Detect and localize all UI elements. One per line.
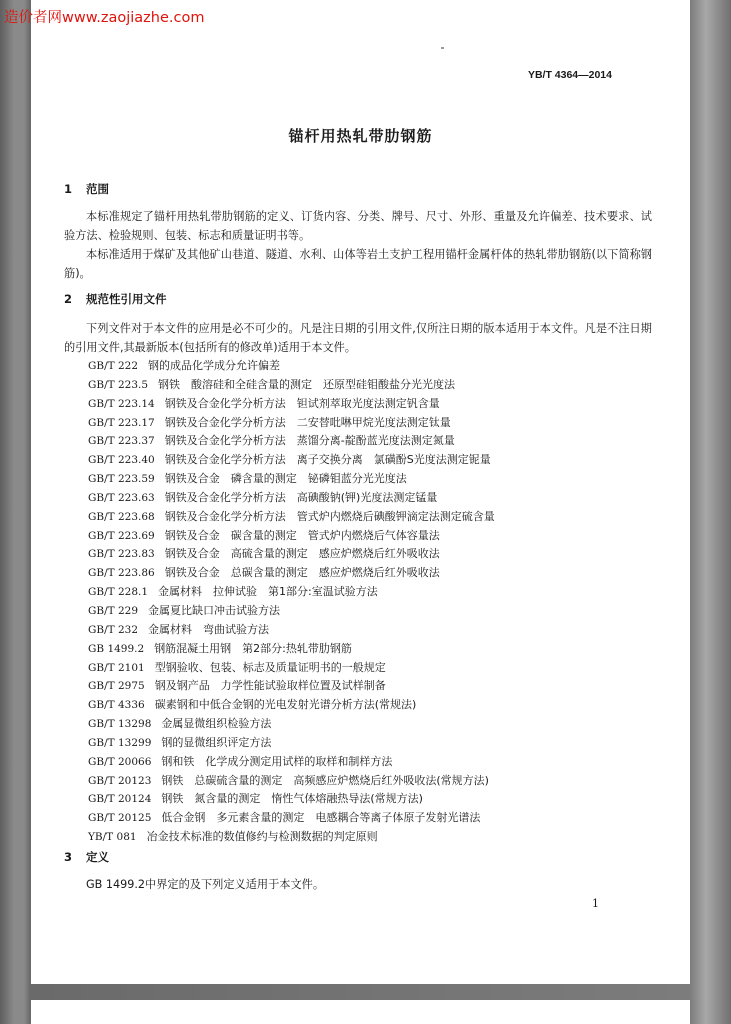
reference-item	[88, 828, 495, 847]
reference-code: GB 1499.2	[88, 642, 145, 655]
reference-code: GB/T 228.1	[88, 586, 149, 599]
reference-list	[88, 357, 495, 847]
reference-item	[88, 432, 495, 451]
reference-code: YB/T 081	[88, 831, 137, 844]
reference-code: GB/T 2101	[88, 661, 145, 674]
reference-code: GB/T 13299	[88, 736, 152, 749]
scan-speck	[441, 47, 444, 49]
reference-title: 钢铁及合金化学分析方法 管式炉内燃烧后碘酸钾滴定法测定硫含量	[164, 509, 495, 523]
document-page	[31, 0, 690, 984]
reference-item	[88, 545, 495, 564]
section-number: 3	[64, 850, 73, 864]
reference-title: 钢铁及合金 磷含量的测定 铋磷钼蓝分光光度法	[164, 472, 407, 486]
reference-title: 钢铁及合金化学分析方法 高碘酸钠(钾)光度法测定锰量	[164, 490, 438, 504]
reference-code: GB/T 223.68	[88, 510, 155, 523]
reference-item	[88, 602, 495, 621]
section-number: 1	[64, 182, 73, 196]
reference-item	[88, 508, 495, 527]
reference-item	[88, 414, 495, 433]
reference-title: 钢的成品化学成分允许偏差	[148, 359, 281, 372]
reference-item	[88, 715, 495, 734]
reference-code: GB/T 2975	[88, 680, 145, 693]
next-page-edge	[31, 1000, 690, 1024]
reference-item	[88, 564, 495, 583]
standard-code: YB/T 4364—2014	[527, 69, 612, 81]
reference-item	[88, 470, 495, 489]
page-number: 1	[592, 897, 599, 910]
reference-code: GB/T 223.69	[88, 529, 155, 542]
reference-code: GB/T 223.37	[88, 435, 155, 448]
reference-title: 碳素钢和中低合金钢的光电发射光谱分析方法(常规法)	[154, 698, 417, 712]
reference-code: GB/T 4336	[88, 699, 145, 712]
reference-code: GB/T 229	[88, 604, 139, 617]
normative-intro: 下列文件对于本文件的应用是必不可少的。凡是注日期的引用文件,仅所注日期的版本适用于本文件。凡是不注日期的引用文件,其最新版本(包括所有的修改单)适用于本文件。	[64, 322, 652, 354]
reference-item	[88, 696, 495, 715]
reference-code: GB/T 223.86	[88, 567, 155, 580]
reference-title: 金属显微组织检验方法	[161, 717, 272, 731]
reference-item	[88, 734, 495, 753]
reference-code: GB/T 223.40	[88, 454, 155, 467]
reference-item	[88, 395, 495, 414]
reference-code: GB/T 223.59	[88, 473, 155, 486]
reference-title: 钢铁及合金化学分析方法 钽试剂萃取光度法测定钒含量	[164, 396, 440, 410]
reference-code: GB/T 20124	[88, 793, 152, 806]
reference-title: 钢的显微组织评定方法	[161, 735, 272, 749]
reference-title: 钢铁及合金化学分析方法 离子交换分离 氯磺酚S光度法测定铌量	[164, 453, 491, 467]
reference-title: 钢铁及合金 碳含量的测定 管式炉内燃烧后气体容量法	[164, 528, 440, 542]
reference-title: 金属夏比缺口冲击试验方法	[148, 603, 281, 617]
reference-title: 金属材料 弯曲试验方法	[148, 622, 270, 636]
reference-title: 钢铁 酸溶硅和全硅含量的测定 还原型硅钼酸盐分光光度法	[158, 377, 456, 391]
reference-item	[88, 621, 495, 640]
reference-title: 低合金钢 多元素含量的测定 电感耦合等离子体原子发射光谱法	[161, 811, 481, 825]
reference-title: 金属材料 拉伸试验 第1部分:室温试验方法	[158, 585, 378, 599]
reference-item	[88, 677, 495, 696]
reference-title: 钢和铁 化学成分测定用试样的取样和制样方法	[161, 754, 393, 768]
section-3-heading	[64, 849, 109, 865]
reference-item	[88, 772, 495, 791]
reference-code: GB/T 20066	[88, 755, 152, 768]
reference-title: 钢铁 总碳硫含量的测定 高频感应炉燃烧后红外吸收法(常规方法)	[161, 773, 489, 787]
reference-item	[88, 357, 495, 376]
reference-item	[88, 809, 495, 828]
section-2-heading	[64, 291, 167, 307]
reference-code: GB/T 13298	[88, 718, 152, 731]
reference-code: GB/T 223.83	[88, 548, 155, 561]
reference-title: 钢铁及合金 高硫含量的测定 感应炉燃烧后红外吸收法	[164, 547, 440, 561]
scope-paragraph-2: 本标准适用于煤矿及其他矿山巷道、隧道、水利、山体等岩土支护工程用锚杆金属杆体的热轧带肋钢筋(以下简称钢筋)。	[64, 248, 652, 280]
reference-code: GB/T 223.63	[88, 491, 155, 504]
reference-code: GB/T 223.5	[88, 378, 149, 391]
section-title: 规范性引用文件	[86, 292, 167, 306]
reference-code: GB/T 20123	[88, 774, 152, 787]
reference-title: 型钢验收、包装、标志及质量证明书的一般规定	[154, 660, 386, 674]
reference-item	[88, 376, 495, 395]
reference-item	[88, 583, 495, 602]
reference-title: 钢铁及合金化学分析方法 二安替吡啉甲烷光度法测定钛量	[164, 415, 451, 429]
reference-code: GB/T 232	[88, 623, 139, 636]
scope-paragraph-1: 本标准规定了锚杆用热轧带肋钢筋的定义、订货内容、分类、牌号、尺寸、外形、重量及允许偏差、技术要求、试验方法、检验规则、包装、标志和质量证明书等。	[64, 210, 652, 242]
reference-title: 钢铁及合金化学分析方法 蒸馏分离-靛酚蓝光度法测定氮量	[164, 434, 455, 448]
section-title: 定义	[86, 850, 109, 864]
reference-code: GB/T 223.14	[88, 397, 155, 410]
reference-code: GB/T 20125	[88, 812, 152, 825]
watermark-text: 造价者网www.zaojiazhe.com	[4, 10, 205, 26]
reference-title: 冶金技术标准的数值修约与检测数据的判定原则	[146, 830, 378, 844]
reference-item	[88, 640, 495, 659]
section-title: 范围	[86, 182, 109, 196]
section-1-heading	[64, 181, 109, 197]
definitions-paragraph: GB 1499.2中界定的及下列定义适用于本文件。	[86, 878, 325, 891]
reference-item	[88, 527, 495, 546]
reference-item	[88, 790, 495, 809]
reference-item	[88, 753, 495, 772]
reference-item	[88, 451, 495, 470]
section-number: 2	[64, 292, 73, 306]
reference-title: 钢筋混凝土用钢 第2部分:热轧带肋钢筋	[154, 641, 352, 655]
reference-code: GB/T 223.17	[88, 416, 155, 429]
reference-title: 钢铁及合金 总碳含量的测定 感应炉燃烧后红外吸收法	[164, 566, 440, 580]
reference-title: 钢及钢产品 力学性能试验取样位置及试样制备	[154, 679, 386, 693]
document-title: 锚杆用热轧带肋钢筋	[288, 127, 433, 145]
reference-item	[88, 489, 495, 508]
reference-title: 钢铁 氮含量的测定 惰性气体熔融热导法(常规方法)	[161, 792, 423, 806]
reference-item	[88, 659, 495, 678]
reference-code: GB/T 222	[88, 360, 139, 372]
